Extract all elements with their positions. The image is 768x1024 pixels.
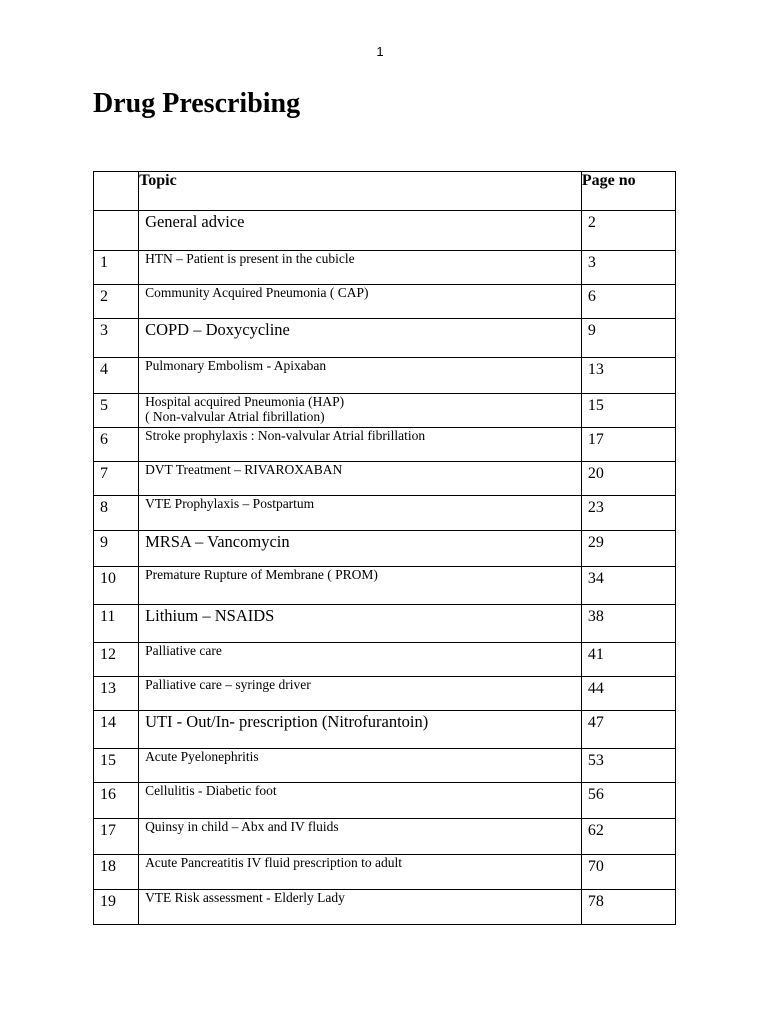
row-page-number: 3 — [581, 251, 675, 285]
row-page-number: 62 — [581, 819, 675, 855]
topic-text: Quinsy in child – Abx and IV fluids — [145, 819, 339, 834]
topic-text: Community Acquired Pneumonia ( CAP) — [145, 285, 369, 300]
row-number: 8 — [94, 496, 139, 531]
row-topic — [139, 358, 582, 394]
row-page-number: 53 — [581, 749, 675, 783]
row-number: 1 — [94, 251, 139, 285]
row-number: 4 — [94, 358, 139, 394]
row-page-number: 47 — [581, 711, 675, 749]
page-number: 1 — [376, 44, 384, 59]
header-number — [94, 172, 139, 211]
row-topic — [139, 285, 582, 319]
row-page-number: 6 — [581, 285, 675, 319]
topic-text: HTN – Patient is present in the cubicle — [145, 251, 355, 266]
header-topic: Topic — [139, 172, 582, 211]
table-body — [94, 211, 676, 925]
row-page-number: 17 — [581, 428, 675, 462]
table-row — [94, 643, 676, 677]
table-row — [94, 319, 676, 358]
contents-table — [93, 171, 676, 925]
row-topic — [139, 319, 582, 358]
topic-text: MRSA – Vancomycin — [145, 532, 290, 551]
table-row — [94, 677, 676, 711]
row-topic — [139, 251, 582, 285]
topic-text: Premature Rupture of Membrane ( PROM) — [145, 567, 378, 582]
row-page-number: 9 — [581, 319, 675, 358]
row-page-number: 15 — [581, 394, 675, 428]
row-page-number: 29 — [581, 531, 675, 567]
row-topic — [139, 890, 582, 925]
table-row — [94, 567, 676, 605]
row-number: 9 — [94, 531, 139, 567]
row-number: 11 — [94, 605, 139, 643]
row-page-number: 34 — [581, 567, 675, 605]
topic-text: Acute Pyelonephritis — [145, 749, 259, 764]
topic-text: VTE Risk assessment - Elderly Lady — [145, 890, 345, 905]
table-row — [94, 285, 676, 319]
topic-text: Hospital acquired Pneumonia (HAP) — [145, 394, 345, 409]
topic-text: Cellulitis - Diabetic foot — [145, 783, 277, 798]
table-row — [94, 428, 676, 462]
topic-text: VTE Prophylaxis – Postpartum — [145, 496, 315, 511]
topic-text: COPD – Doxycycline — [145, 320, 290, 339]
table-row — [94, 462, 676, 496]
row-number: 2 — [94, 285, 139, 319]
topic-text: Pulmonary Embolism - Apixaban — [145, 358, 327, 373]
row-page-number: 20 — [581, 462, 675, 496]
table-header-row — [94, 172, 676, 211]
topic-text: Lithium – NSAIDS — [145, 606, 275, 625]
row-topic — [139, 783, 582, 819]
row-number: 7 — [94, 462, 139, 496]
row-number: 3 — [94, 319, 139, 358]
topic-text: Acute Pancreatitis IV fluid prescription to adult — [145, 855, 402, 870]
row-topic — [139, 677, 582, 711]
row-topic — [139, 428, 582, 462]
row-number — [94, 211, 139, 251]
row-page-number: 78 — [581, 890, 675, 925]
row-number: 5 — [94, 394, 139, 428]
table-row — [94, 890, 676, 925]
row-number: 13 — [94, 677, 139, 711]
table-row — [94, 496, 676, 531]
row-topic — [139, 711, 582, 749]
header-page: Page no — [581, 172, 675, 211]
table-row — [94, 711, 676, 749]
row-topic — [139, 749, 582, 783]
table-row — [94, 749, 676, 783]
row-topic — [139, 211, 582, 251]
row-page-number: 56 — [581, 783, 675, 819]
table-row — [94, 251, 676, 285]
table-row — [94, 819, 676, 855]
row-number: 6 — [94, 428, 139, 462]
table-row — [94, 358, 676, 394]
row-topic — [139, 531, 582, 567]
row-page-number: 23 — [581, 496, 675, 531]
table-row — [94, 211, 676, 251]
row-topic — [139, 462, 582, 496]
topic-text: ( Non-valvular Atrial fibrillation) — [145, 408, 325, 424]
table-row — [94, 783, 676, 819]
table-row — [94, 394, 676, 428]
row-number: 17 — [94, 819, 139, 855]
table-row — [94, 605, 676, 643]
topic-text: Palliative care – syringe driver — [145, 677, 311, 692]
row-topic — [139, 605, 582, 643]
table-row — [94, 531, 676, 567]
row-number: 12 — [94, 643, 139, 677]
table-row — [94, 855, 676, 890]
row-topic — [139, 567, 582, 605]
row-page-number: 70 — [581, 855, 675, 890]
row-number: 18 — [94, 855, 139, 890]
row-page-number: 38 — [581, 605, 675, 643]
row-page-number: 44 — [581, 677, 675, 711]
topic-text: UTI - Out/In- prescription (Nitrofurantoin) — [145, 712, 429, 731]
row-page-number: 13 — [581, 358, 675, 394]
row-page-number: 41 — [581, 643, 675, 677]
topic-text: Palliative care — [145, 643, 222, 658]
row-topic — [139, 643, 582, 677]
row-topic — [139, 394, 582, 428]
row-number: 14 — [94, 711, 139, 749]
topic-text: General advice — [145, 212, 245, 231]
row-page-number: 2 — [581, 211, 675, 251]
topic-text: DVT Treatment – RIVAROXABAN — [145, 462, 343, 477]
row-number: 15 — [94, 749, 139, 783]
topic-text: Stroke prophylaxis : Non-valvular Atrial fibrillation — [145, 428, 426, 443]
row-number: 10 — [94, 567, 139, 605]
row-topic — [139, 496, 582, 531]
row-topic — [139, 819, 582, 855]
row-number: 19 — [94, 890, 139, 925]
document-title: Drug Prescribing — [93, 88, 301, 119]
row-number: 16 — [94, 783, 139, 819]
row-topic — [139, 855, 582, 890]
